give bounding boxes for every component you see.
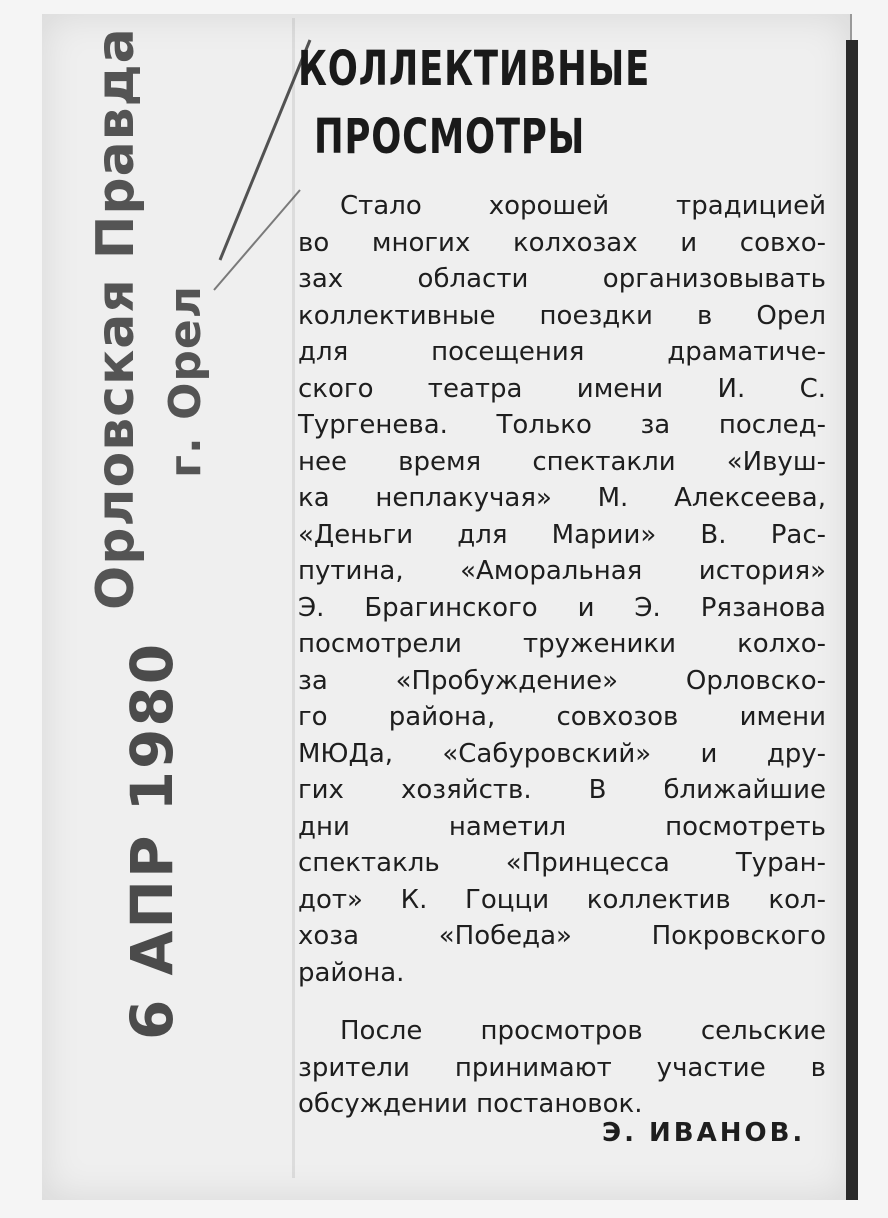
body-line: Тургенева. Только за послед-: [298, 410, 826, 440]
body-line: дот» К. Гоцци коллектив кол-: [298, 884, 826, 915]
clipping-dark-edge: [846, 40, 858, 1200]
body-line: го района, совхозов имени: [298, 702, 826, 732]
body-line: гих хозяйств. В ближайшие: [298, 775, 826, 805]
body-line: обсуждении постановок.: [298, 1089, 643, 1119]
paragraph-gap: [298, 991, 838, 1013]
body-line: дни наметил посмотреть: [298, 811, 826, 842]
body-line: «Деньги для Марии» В. Рас-: [298, 519, 826, 550]
article: [298, 38, 838, 1123]
body-line: зрители принимают участие в: [298, 1052, 826, 1083]
body-line: коллективные поездки в Орел: [298, 300, 826, 331]
body-line: для посещения драматиче-: [298, 337, 826, 367]
body-line: хоза «Победа» Покровского: [298, 921, 826, 951]
body-line: посмотрели труженики колхо-: [298, 629, 826, 659]
body-line: После просмотров сельские: [340, 1016, 826, 1046]
headline-line-1: КОЛЛЕКТИВНЫЕ: [298, 41, 651, 97]
stamp-date: 6 АПР 1980: [118, 641, 186, 1040]
body-line: района.: [298, 957, 405, 988]
body-line: Стало хорошей традицией: [340, 191, 826, 221]
body-line: во многих колхозах и совхо-: [298, 227, 826, 258]
date-stamp: [0, 0, 211, 1040]
stamp-city: г. Орел: [160, 285, 211, 478]
body-line: путина, «Аморальная история»: [298, 556, 826, 586]
article-body: [298, 188, 838, 1123]
body-line: зах области организовывать: [298, 264, 826, 294]
headline-line-2: ПРОСМОТРЫ: [314, 109, 586, 165]
body-line: ского театра имени И. С.: [298, 373, 826, 404]
author-signature: Э. ИВАНОВ.: [602, 1118, 806, 1148]
stamp-newspaper-name: Орловская Правда: [86, 27, 146, 610]
body-line: спектакль «Принцесса Туран-: [298, 848, 826, 878]
body-line: ка неплакучая» М. Алексеева,: [298, 483, 826, 513]
body-line: МЮДа, «Сабуровский» и дру-: [298, 738, 826, 769]
body-line: за «Пробуждение» Орловско-: [298, 665, 826, 696]
body-line: нее время спектакли «Ивуш-: [298, 446, 826, 477]
body-line: Э. Брагинского и Э. Рязанова: [298, 592, 826, 623]
